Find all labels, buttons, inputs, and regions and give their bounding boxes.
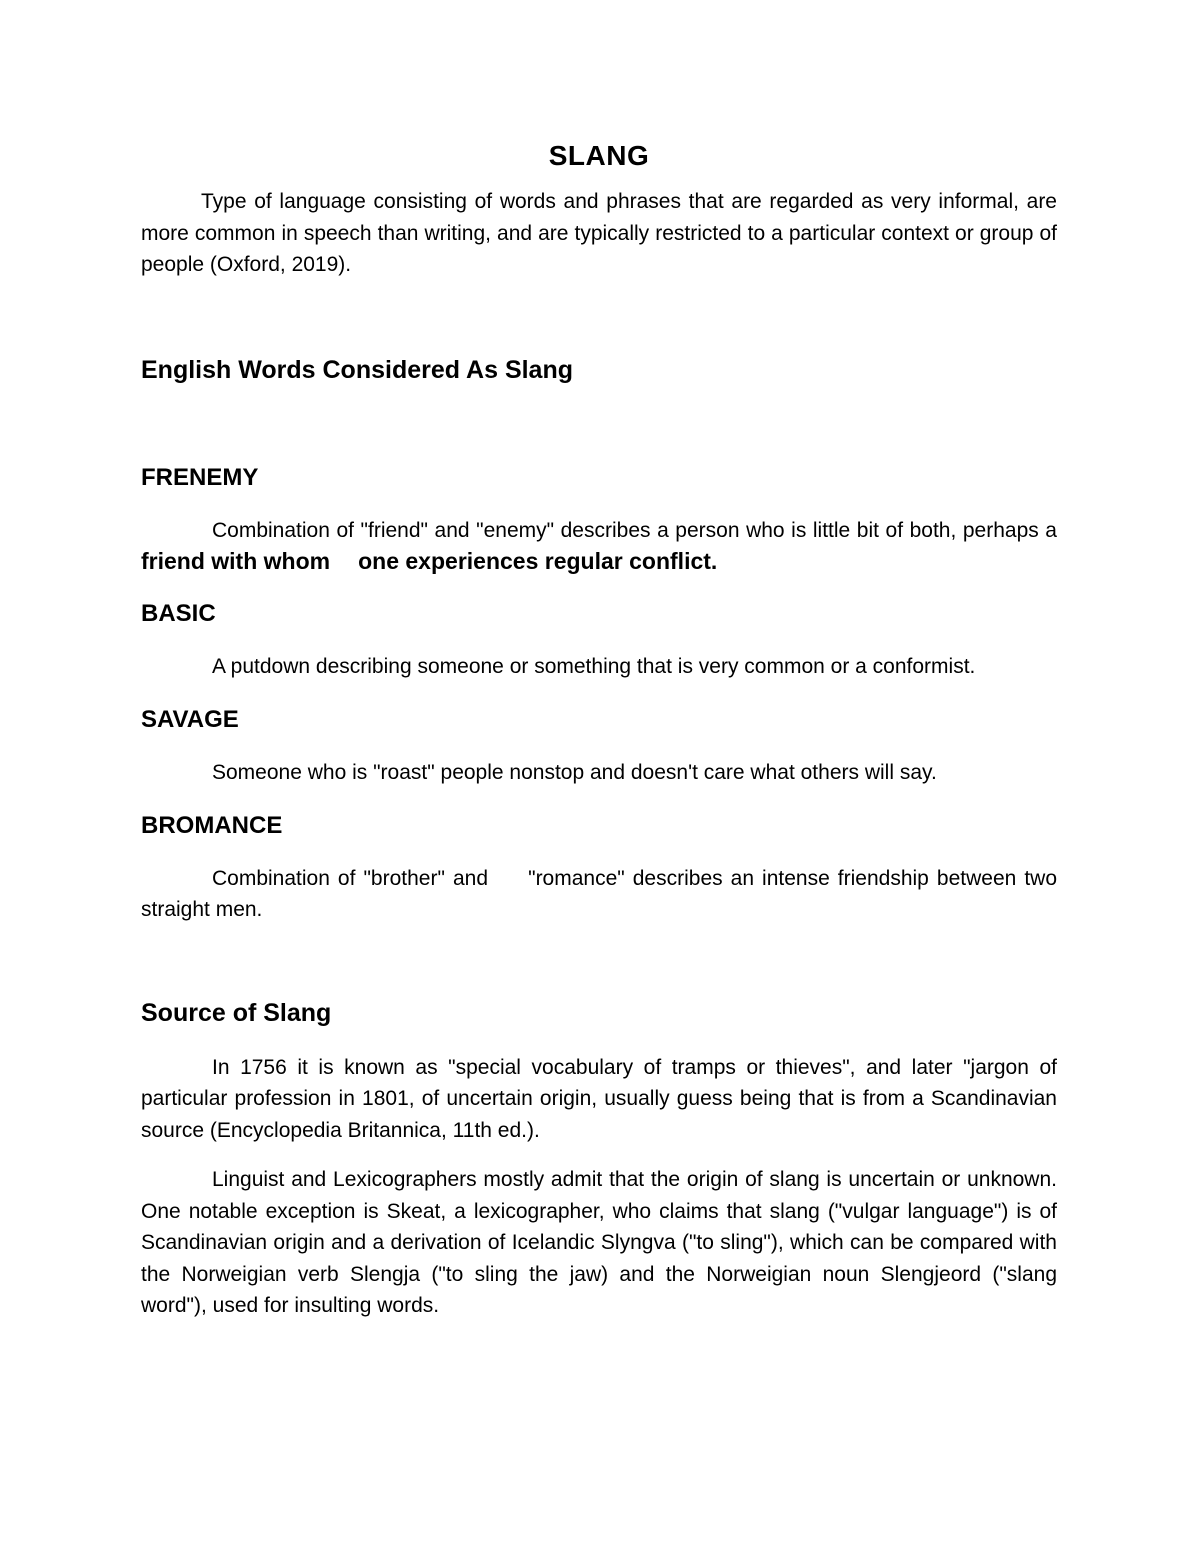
definition-frenemy-bold-1: friend with whom xyxy=(141,548,331,574)
section-heading-source-of-slang: Source of Slang xyxy=(141,998,332,1027)
section-heading-english-slang: English Words Considered As Slang xyxy=(141,355,574,384)
term-savage: SAVAGE xyxy=(141,706,239,733)
definition-savage: Someone who is "roast" people nonstop and doesn't care what others will say. xyxy=(212,761,937,784)
term-basic: BASIC xyxy=(141,599,216,627)
intro-paragraph: Type of language consisting of words and phrases that are regarded as very informal, are more common in speech than writing, and are typically restricted to a particular context or group of people (Oxford, 2019). xyxy=(141,190,1057,276)
source-paragraph-1: In 1756 it is known as "special vocabulary of tramps or thieves", and later "jargon of particular profession in 1801, of uncertain origin, usually guess being that is from a Scandinavian source (Encyclopedia Britannica, 11th ed.). xyxy=(141,1055,1057,1142)
definition-bromance-part1: Combination of "brother" and xyxy=(212,866,489,890)
document-title: SLANG xyxy=(548,140,650,171)
term-frenemy: FRENEMY xyxy=(141,463,259,491)
definition-basic: A putdown describing someone or something that is very common or a conformist. xyxy=(212,654,976,678)
definition-frenemy-plain: Combination of "friend" and "enemy" describes a person who is little bit of both, perhaps a xyxy=(212,518,1057,542)
definition-bromance-part2: "romance" describes an intense friendship between two straight men. xyxy=(141,866,1058,921)
source-paragraph-2: Linguist and Lexicographers mostly admit that the origin of slang is uncertain or unknown. One notable exception is Skeat, a lexicographer, who claims that slang ("vulgar language") is of Scandinavian origin and a derivation of Icelandic Slyngva ("to sling"), which can be compared with the Norweigian verb Slengja ("to sling the jaw) and the Norweigian noun Slengjeord ("slang word"), used for insulting words. xyxy=(141,1168,1057,1317)
term-bromance: BROMANCE xyxy=(141,811,283,839)
definition-frenemy xyxy=(141,515,1057,579)
definition-frenemy-bold-2: one experiences regular conflict. xyxy=(358,548,718,574)
document-page xyxy=(141,140,1057,1322)
definition-bromance xyxy=(141,863,1057,926)
